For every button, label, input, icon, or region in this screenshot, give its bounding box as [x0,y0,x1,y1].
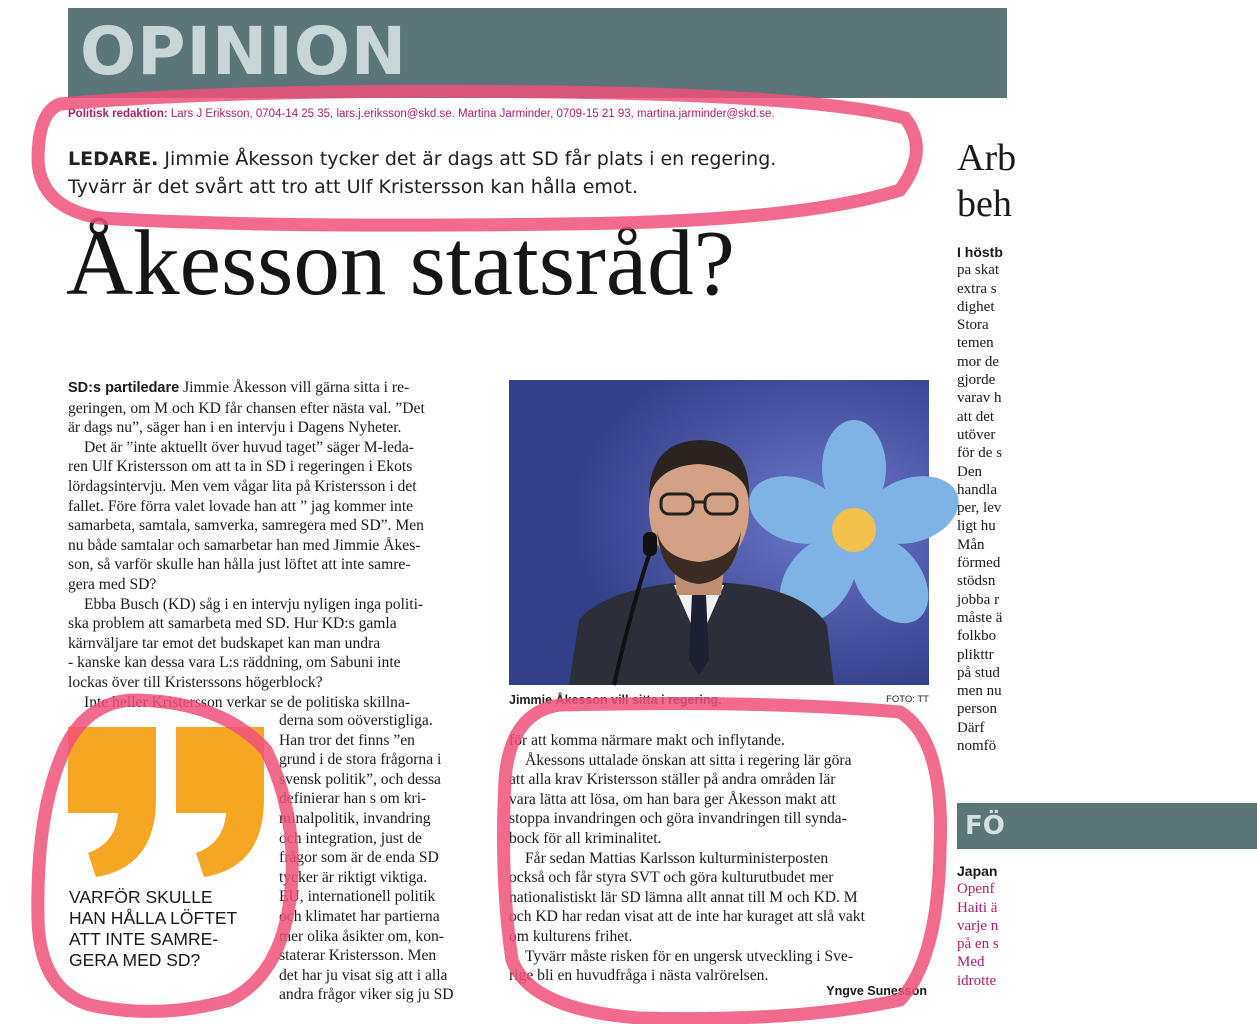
adjacent-line: extra s [957,280,997,297]
article-line: geringen, om M och KD får chansen efter nästa val. ”Det [68,399,425,417]
article-line: Det är ”inte aktuellt över huvud taget” säger M-leda- [84,438,414,456]
pullquote-line: HAN HÅLLA LÖFTET [69,908,238,928]
adjacent-line: Haiti ä [957,899,998,916]
adjacent-line: idrotte [957,972,997,989]
article-line: rige bli en huvudfråga i nästa valrörelsen. [509,967,769,985]
article-line: och klimatet har partierna [279,907,440,925]
article-line: definierar han s om kri- [279,790,427,808]
adjacent-line: varje n [957,917,999,934]
adjacent-line: Därf [957,719,985,736]
adjacent-article [957,0,1017,1024]
section-title: OPINION [80,13,408,90]
portrait-image [509,380,929,685]
adjacent-line: plikttr [957,646,994,663]
pullquote-line: ATT INTE SAMRE- [69,929,219,949]
section-banner [68,8,1007,98]
adjacent-section-title: FÖ [965,811,1005,841]
adjacent-line: förmed [957,555,1001,572]
adjacent-line: utöver [957,426,996,443]
adjacent-line: för de s [957,445,1002,462]
article-line: Inte heller Kristersson verkar se de politiska skillna- [84,693,411,711]
article-line: tycker är riktigt viktiga. [279,868,428,886]
article-line: ren Ulf Kristersson om att ta in SD i regeringen i Ekots [68,458,413,476]
article-line: stoppa invandringen och göra invandringen till synda- [509,810,847,828]
article-line: frågor som är de enda SD [279,849,439,867]
article-column-1b [279,711,499,1005]
caption-text: Jimmie Åkesson vill sitta i regering. [509,693,722,707]
pullquote-line: VARFÖR SKULLE [69,887,213,907]
adjacent-section-bar [957,803,1257,849]
lede-line-2: Tyvärr är det svårt att tro att Ulf Kristersson kan hålla emot. [68,176,639,198]
adjacent-kicker: I höstb [957,244,1003,260]
pullquote-line: GERA MED SD? [69,950,201,970]
article-line: EU, internationell politik [279,888,436,906]
article-line: att alla krav Kristersson ställer på andra områden lär [509,771,836,789]
article-line: gera med SD? [68,575,157,593]
adjacent-line: att det [957,408,995,425]
quote-marks-icon [68,727,268,887]
article-line: son, så varför skulle han hålla just löftet att inte samre- [68,556,411,574]
article-line: mer olika åsikter om, kon- [279,927,444,945]
adjacent-kicker-2: Japan [957,863,998,879]
article-line: vara lätta att lösa, om han bara ger Åkesson makt att [509,790,836,808]
adjacent-headline [957,135,1016,227]
article-line: SD:s partiledare Jimmie Åkesson vill gärna sitta i re- [68,379,410,396]
adjacent-line: jobba r [957,591,1000,608]
adjacent-line: på stud [957,664,1000,681]
article-line: nationalistiskt lär SD lämna allt annat till M och KD. M [509,888,858,906]
article-line: Åkessons uttalade önskan att sitta i regering lär göra [525,751,852,769]
adjacent-line: Mån [957,536,985,553]
article-line: är dags nu”, säger han i en intervju i Dagens Nyheter. [68,419,402,437]
article-line: samarbeta, samtala, samverka, samregera med SD”. Men [68,517,424,535]
adjacent-line: dighet [957,298,995,315]
adjacent-line: temen [957,335,994,352]
adjacent-line: mor de [957,353,1000,370]
article-line: fallet. Före förra valet lovade han att ” jag kommer inte [68,497,414,515]
article-line: grund i de stora frågorna i [279,751,442,769]
adjacent-line: men nu [957,683,1002,700]
adjacent-line: Openf [957,881,995,898]
adjacent-headline-line: beh [957,183,1012,225]
photo-credit: FOTO: TT [886,694,929,705]
article-line: nu både samtalar och samarbetar han med Jimmie Åkes- [68,536,421,554]
article-line: derna som oöverstigliga. [279,712,433,729]
pullquote-text [69,887,279,971]
adjacent-line: Stora [957,317,989,334]
article-line: och integration, just de [279,829,422,847]
contact-label: Politisk redaktion: [68,108,168,120]
article-line: kärnväljare tar emot det budskapet kan man undra [68,634,381,652]
article-line: det har ju visat sig att i alla [279,966,448,984]
adjacent-body [957,243,1003,755]
adjacent-line: folkbo [957,628,997,645]
contact-text: Lars J Eriksson, 0704-14 25 35, lars.j.eriksson@skd.se. Martina Jarminder, 0709-15 21 93, martina.jarminder@skd.se. [167,108,775,120]
article-column-1 [68,378,498,712]
article-column-2 [509,731,929,986]
adjacent-line: gjorde [957,372,996,389]
article-line: ska problem att samarbeta med SD. Hur KD:s gamla [68,615,397,633]
adjacent-line: handla [957,481,997,498]
article-line: minalpolitik, invandring [279,809,431,827]
byline: Yngve Sunesson [826,984,927,998]
article-line: för att komma närmare makt och inflytande. [509,732,785,749]
adjacent-line: på en s [957,936,999,953]
article-line: Får sedan Mattias Karlsson kulturministerposten [525,849,829,867]
article-line: Ebba Busch (KD) såg i en intervju nyligen inga politi- [84,595,424,613]
article-line: också och får styra SVT och göra kulturutbudet mer [509,869,834,887]
article-kicker: SD:s partiledare [68,380,180,396]
article-line: Han tror det finns ”en [279,731,415,749]
adjacent-line: måste ä [957,609,1003,626]
adjacent-body-2 [957,862,999,990]
adjacent-line: per, lev [957,500,1002,517]
article-line: svensk politik”, och dessa [279,770,441,788]
article-line: bock för all kriminalitet. [509,829,662,847]
lede-kicker: LEDARE. [68,148,159,170]
lede-line-1: Jimmie Åkesson tycker det är dags att SD får plats i en regering. [158,148,777,170]
adjacent-line: pa skat [957,262,1000,279]
adjacent-line: nomfö [957,738,997,755]
adjacent-line: ligt hu [957,518,996,535]
article-line: och KD har redan visat att de inte har kuraget att slå vakt [509,908,865,926]
adjacent-line: person [957,701,997,718]
editorial-contact [68,108,968,120]
photo-caption [509,693,929,707]
adjacent-line: Med [957,954,985,971]
article-line: Tyvärr måste risken för en ungersk utveckling i Sve- [525,947,854,965]
article-line: lockas över till Kristerssons högerblock? [68,673,323,691]
article-photo [509,380,929,685]
adjacent-headline-line: Arb [957,137,1017,179]
article-line: andra frågor viker sig ju SD [279,986,454,1004]
article-line: om kulturens frihet. [509,927,633,945]
adjacent-line: Den [957,463,982,480]
article-line: - kanske kan dessa vara L:s räddning, om Sabuni inte [68,654,401,672]
article-line: lördagsintervju. Men vem vågar lita på Kristersson i det [68,477,417,495]
adjacent-line: varav h [957,390,1002,407]
article-line: staterar Kristersson. Men [279,947,437,965]
lede [68,145,908,201]
adjacent-line: stödsn [957,573,996,590]
headline: Åkesson statsråd? [66,212,735,315]
